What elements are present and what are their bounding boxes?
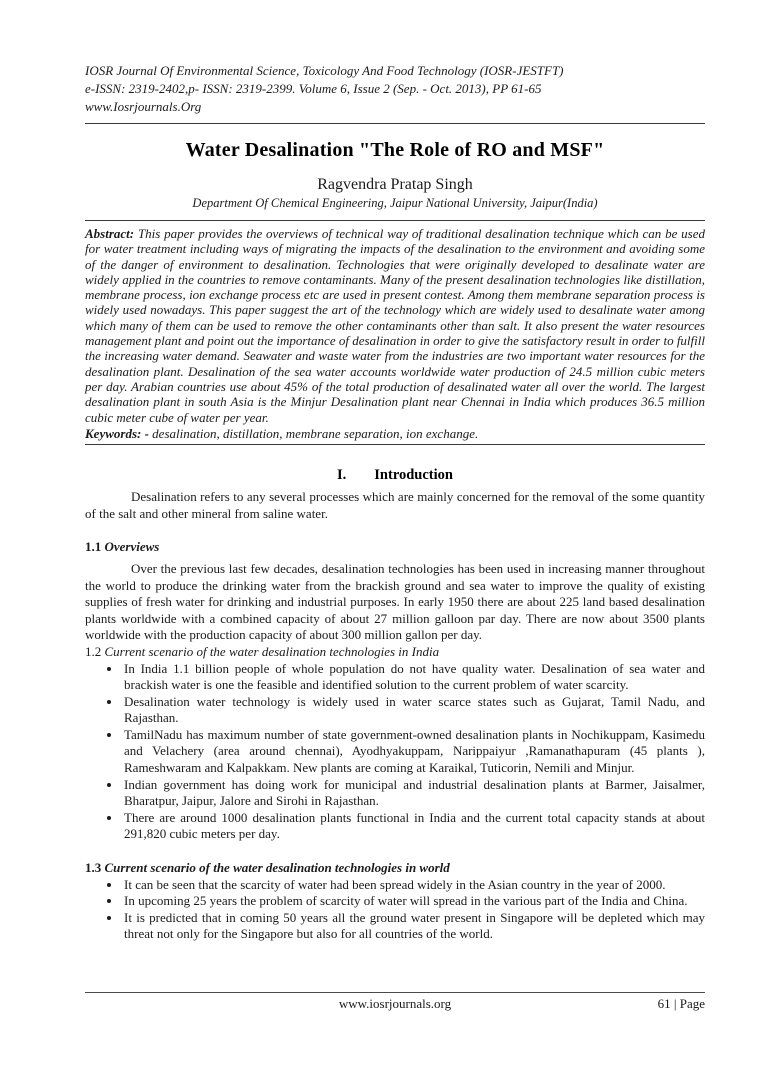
introduction-paragraph: Desalination refers to any several processes which are mainly concerned for the removal of the some quantity of the salt and other mineral from saline water. [85, 489, 705, 521]
list-item: • TamilNadu has maximum number of state government-owned desalination plants in Nochikuppam, Kasimedu and Velachery (area around chennai), Ayodhyakuppam, Narippaiyur ,Ramanathapuram (45 plants ), Rameshwaram and Kalpakkam. New plants are coming at Karaikal, Tuticorin, Nemili and Minjur. [122, 727, 705, 777]
author-name: Ragvendra Pratap Singh [317, 176, 473, 193]
subsection-1-1-title: Overviews [104, 539, 160, 555]
page-footer [85, 992, 705, 1012]
list-item: • There are around 1000 desalination plants functional in India and the current total capacity stands at about 291,820 cubic meters per day. [122, 810, 705, 843]
subsection-1-3-heading [85, 860, 705, 877]
page-content [85, 62, 705, 943]
subsection-1-1-heading [85, 539, 705, 556]
author-affiliation: Department Of Chemical Engineering, Jaipur National University, Jaipur(India) [192, 196, 598, 210]
journal-name: IOSR Journal Of Environmental Science, Toxicology And Food Technology (IOSR-JESTFT) [85, 63, 564, 78]
journal-header [85, 62, 705, 124]
subsection-1-2-title: Current scenario of the water desalination technologies in India [104, 643, 440, 659]
abstract-text: This paper provides the overviews of technical way of traditional desalination technique which can be used for water treatment including ways of migrating the impacts of the desalination to the environment and avoiding some of the danger of environment to desalination. Technologies that were originally developed to desalinate water are widely applied in the countries to remove contaminants. Many of the present desalination technologies like distillation, membrane process, ion exchange process etc are used in present contest. Among them membrane separation process is widely used nowadays. This paper suggest the art of the technology which are widely used to desalinate water among which many of them can be used to remove the other contaminants other than salt. It also present the water resources management plant and point out the importance of desalination in order to give the satisfactory result in order to fulfill the increasing water demand. Seawater and waste water from the industries are two important water resources for the desalination plant. Desalination of the sea water accounts worldwide water production of 24.5 million cubic meters per day. Arabian countries use about 45% of the total production of desalinated water all over the world. The largest desalination plant in south Asia is the Minjur Desalination plant near Chennai in India which produces 36.5 million cubic meter cube of water per year. [85, 226, 706, 425]
introduction-number: I. [337, 467, 347, 484]
subsection-1-1-number: 1.1 [85, 539, 102, 555]
list-item: • Indian government has doing work for municipal and industrial desalination plants at Barmer, Jaisalmer, Bharatpur, Jaipur, Jalore and Sirohi in Rajasthan. [122, 777, 705, 810]
subsection-1-2-number: 1.2 [85, 643, 102, 659]
footer-website: www.iosrjournals.org [338, 996, 452, 1011]
journal-issn-volume: e-ISSN: 2319-2402,p- ISSN: 2319-2399. Volume 6, Issue 2 (Sep. - Oct. 2013), PP 61-65 [85, 81, 542, 96]
subsection-1-3-number: 1.3 [85, 860, 102, 876]
keywords-text: desalination, distillation, membrane separation, ion exchange. [152, 425, 479, 441]
abstract-paragraph [85, 226, 705, 425]
introduction-heading [85, 467, 705, 484]
list-item: • In upcoming 25 years the problem of scarcity of water will spread in the various part of the India and China. [122, 893, 705, 910]
footer-page-number: 61 | Page [657, 996, 705, 1011]
subsection-1-2-heading [85, 644, 705, 661]
list-item: • It is predicted that in coming 50 years all the ground water present in Singapore will be depleted which may threat not only for the Singapore but also for all countries of the world. [122, 910, 705, 943]
keywords-line [85, 426, 705, 441]
paper-title: Water Desalination "The Role of RO and MSF" [185, 139, 605, 161]
list-item: • In India 1.1 billion people of whole population do not have quality water. Desalination of sea water and brackish water is one the feasible and identified solution to the current problem of water scarcity. [122, 661, 705, 694]
introduction-heading-label: Introduction [374, 467, 453, 484]
abstract-section [85, 220, 705, 445]
subsection-1-2-bullet-list [85, 661, 705, 844]
abstract-label: Abstract: [85, 226, 135, 241]
subsection-1-3-bullet-list [85, 877, 705, 943]
list-item: • It can be seen that the scarcity of water had been spread widely in the Asian country in the year of 2000. [122, 877, 705, 894]
subsection-1-3-title: Current scenario of the water desalination technologies in world [104, 860, 450, 876]
keywords-label: Keywords: - [85, 425, 149, 441]
list-item: • Desalination water technology is widely used in water scarce states such as Gujarat, Tamil Nadu, and Rajasthan. [122, 694, 705, 727]
subsection-1-1-paragraph: Over the previous last few decades, desalination technologies has been used in increasing manner throughout the world to produce the drinking water from the brackish ground and sea water to improve the quality of existing supplies of fresh water for drinking and industrial purposes. In early 1950 there are about 225 land based desalination plants worldwide with a combined capacity of about 27 million galloon par day. There are now about 3500 plants worldwide with the production capacity of about 300 million gallon per day. [85, 560, 705, 643]
journal-website: www.Iosrjournals.Org [85, 99, 202, 114]
